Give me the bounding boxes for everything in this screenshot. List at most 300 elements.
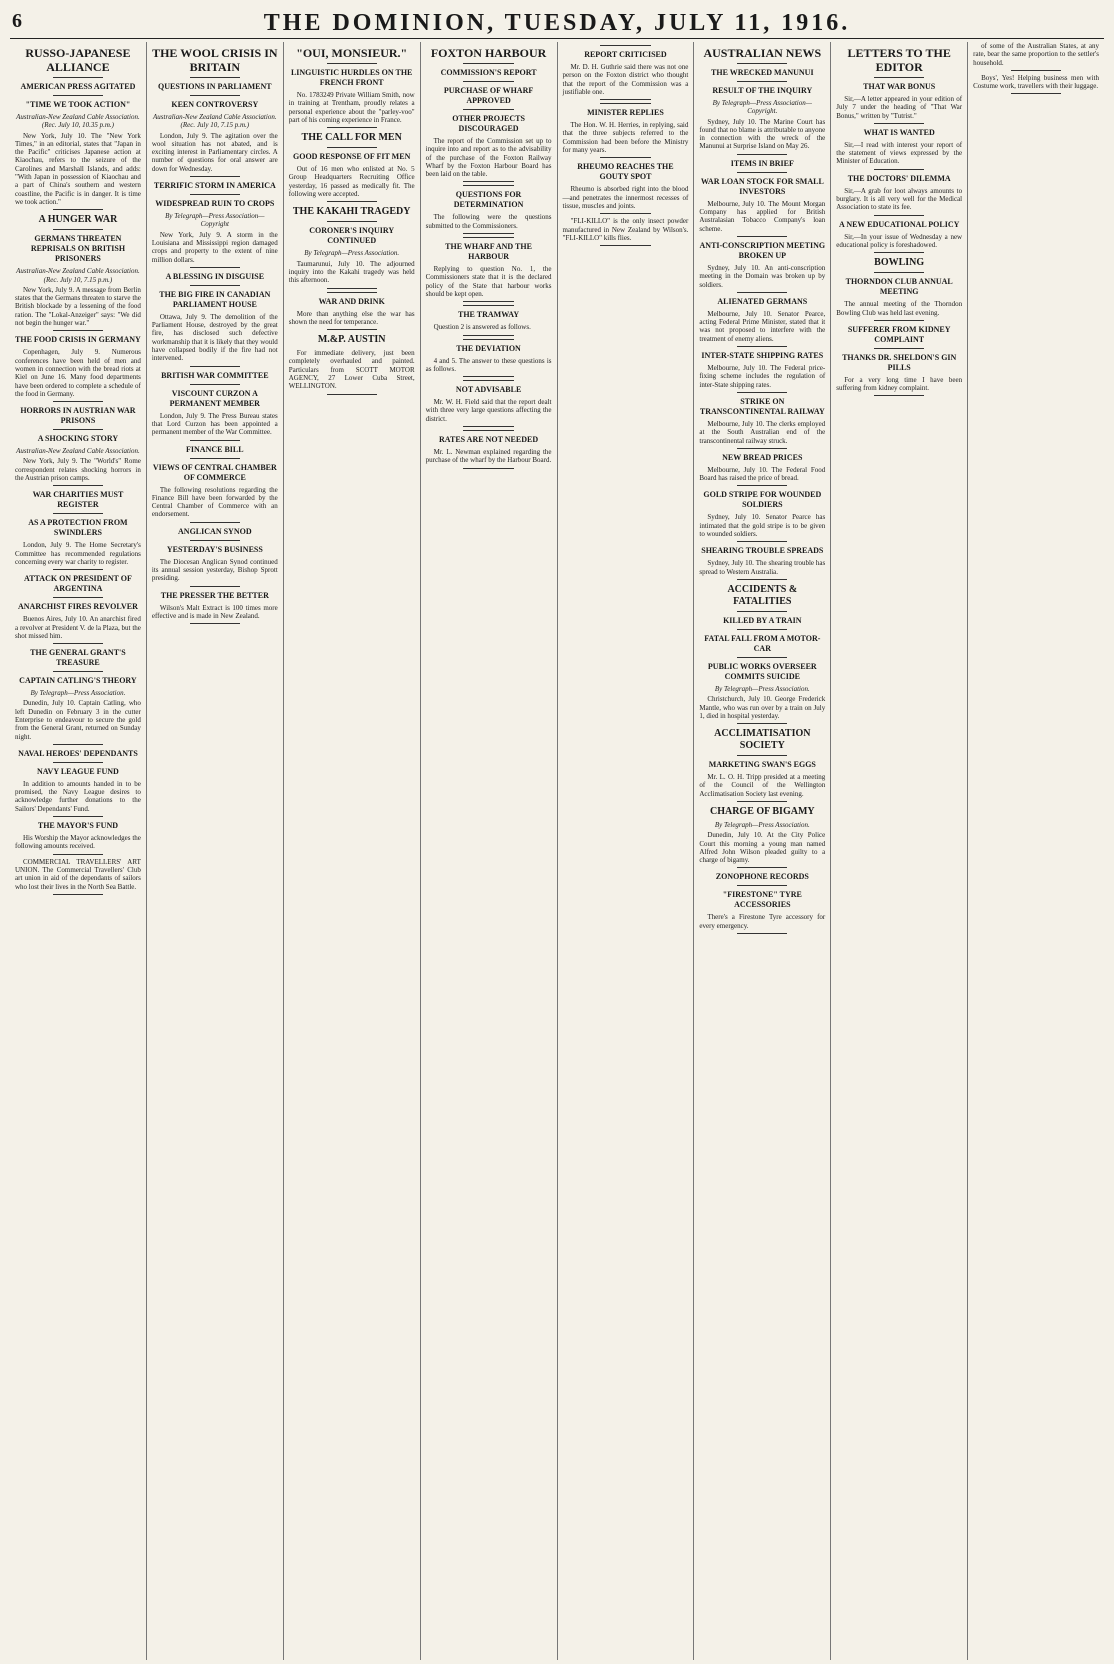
- article-paragraph: New York, July 9. A storm in the Louisiana and Mississippi region damaged crops and property to the extent of nine million dollars.: [151, 230, 278, 264]
- rule-divider: [327, 394, 377, 395]
- rule-divider: [53, 209, 103, 210]
- article: [836, 128, 962, 170]
- article: [836, 174, 962, 216]
- rule-divider: [600, 103, 650, 104]
- rule-divider: [190, 540, 240, 541]
- article: [699, 453, 825, 487]
- article: [973, 42, 1099, 71]
- article-subheading: RATES ARE NOT NEEDED: [439, 435, 539, 445]
- article: [15, 214, 141, 331]
- article-subheading: QUESTIONS IN PARLIAMENT: [157, 82, 272, 91]
- article-subheading: GERMANS THREATEN REPRISALS ON BRITISH PRISONERS: [30, 234, 126, 264]
- rule-divider: [463, 109, 513, 110]
- article-paragraph: Sydney, July 10. The shearing trouble has spread to Western Australia.: [699, 559, 826, 576]
- article-heading: GOLD STRIPE FOR WOUNDED SOLDIERS: [703, 490, 822, 510]
- article-paragraph: Sir,—I read with interest your report of the statement of views expressed by the Minister of Education.: [836, 140, 963, 166]
- article: [699, 241, 825, 293]
- article-subheading: VISCOUNT CURZON A PERMANENT MEMBER: [169, 388, 260, 408]
- article-subheading: WAR LOAN STOCK FOR SMALL INVESTORS: [700, 176, 824, 196]
- article-paragraph: Mr. D. H. Guthrie said there was not one person on the Foxton district who thought that the report of the Commission was a justifiable one.: [562, 63, 689, 96]
- article-paragraph: For immediate delivery, just been completely overhauled and painted. Particulars from SCOTT MOTOR AGENCY, 27 Lower Cuba Street, WELLINGTON.: [288, 349, 415, 391]
- rule-divider: [463, 181, 513, 182]
- article: [563, 217, 689, 246]
- rule-divider: [737, 611, 787, 612]
- article-subheading: THE WHARF AND THE HARBOUR: [445, 242, 532, 262]
- rule-divider: [463, 305, 513, 306]
- rule-divider: [737, 346, 787, 347]
- article-heading: ACCLIMATISATION SOCIETY: [714, 728, 811, 752]
- rule-divider: [53, 762, 103, 763]
- article: [699, 46, 825, 155]
- rule-divider: [600, 213, 650, 214]
- article-heading: TERRIFIC STORM IN AMERICA: [153, 181, 276, 191]
- article-heading: WAR CHARITIES MUST REGISTER: [32, 490, 124, 510]
- article-heading: ITEMS IN BRIEF: [730, 158, 794, 168]
- rule-divider: [53, 597, 103, 598]
- rule-divider: [737, 657, 787, 658]
- article-subheading: PURCHASE OF WHARF APPROVED: [443, 86, 534, 105]
- article-paragraph: Out of 16 men who enlisted at No. 5 Group Headquarters Recruiting Office yesterday, 16 passed as medically fit. The following were accepted.: [288, 165, 415, 199]
- article-paragraph: London, July 9. The Home Secretary's Committee has recommended regulations concerning every war charity to register.: [15, 541, 141, 566]
- article-paragraph: London, July 9. The Press Bureau states that Lord Curzon has been appointed a permanent member of the War Committee.: [151, 411, 278, 437]
- article: [426, 305, 552, 335]
- article-paragraph: Sydney, July 10. An anti-conscription meeting in the Domain was broken up by soldiers.: [699, 263, 826, 289]
- column-3: [284, 42, 421, 1660]
- article-paragraph: Wilson's Malt Extract is 100 times more effective and is made in New Zealand.: [151, 603, 278, 620]
- rule-divider: [737, 755, 787, 756]
- article-subheading: FATAL FALL FROM A MOTOR-CAR: [704, 633, 821, 653]
- rule-divider: [600, 45, 650, 46]
- rule-divider: [190, 458, 240, 459]
- article: [15, 648, 141, 745]
- rule-divider: [463, 380, 513, 381]
- article-paragraph: New York, July 9. The "World's" Rome correspondent relates shocking horrors in the Austrian prison camps.: [15, 457, 141, 483]
- rule-divider: [463, 301, 513, 302]
- rule-divider: [874, 169, 924, 170]
- article: [699, 397, 825, 449]
- article-paragraph: COMMERCIAL TRAVELLERS' ART UNION. The Commercial Travellers' Club art union in aid of the dependants of sailors who lost their lives in the North Sea Battle.: [15, 857, 141, 891]
- article-subheading: MARKETING SWAN'S EGGS: [708, 760, 816, 770]
- rule-divider: [327, 329, 377, 330]
- article-heading: STRIKE ON TRANSCONTINENTAL RAILWAY: [699, 396, 825, 416]
- article-subheading: CORONER'S INQUIRY CONTINUED: [309, 226, 395, 246]
- article: [563, 103, 689, 158]
- rule-divider: [190, 384, 240, 385]
- rule-divider: [190, 77, 240, 78]
- article-paragraph: For a very long time I have been suffering from kidney complaint.: [836, 375, 963, 393]
- article-subheading: VIEWS OF CENTRAL CHAMBER OF COMMERCE: [152, 462, 277, 482]
- article: [699, 490, 825, 542]
- article-paragraph: Sydney, July 10. The Marine Court has found that no blame is attributable to anyone in connection with the wreck of the Manunui at Surprise Island on May 26.: [699, 117, 826, 151]
- column-1: [10, 42, 147, 1660]
- article: [699, 351, 825, 393]
- article: [152, 527, 278, 587]
- article-subheading: ANARCHIST FIRES REVOLVER: [18, 602, 138, 612]
- rule-divider: [600, 157, 650, 158]
- article: [426, 430, 552, 469]
- rule-divider: [737, 541, 787, 542]
- article: [152, 181, 278, 268]
- column-5: [558, 42, 695, 1660]
- article-heading: THE FOOD CRISIS IN GERMANY: [15, 335, 141, 345]
- article: [289, 132, 415, 202]
- article-paragraph: Mr. L. Newman explained regarding the purchase of the wharf by the Harbour Board.: [425, 448, 552, 465]
- columns-container: [10, 42, 1104, 1660]
- article: [699, 546, 825, 580]
- article-heading: A HUNGER WAR: [38, 214, 118, 226]
- article-paragraph: Mr. L. O. H. Tripp presided at a meeting of the Council of the Wellington Acclimatisation Society last evening.: [699, 773, 826, 798]
- rule-divider: [327, 201, 377, 202]
- article-heading: NAVAL HEROES' DEPENDANTS: [18, 748, 138, 758]
- rule-divider: [327, 288, 377, 289]
- article-subheading: "FIRESTONE" TYRE ACCESSORIES: [722, 890, 802, 910]
- article-heading: A BLESSING IN DISGUISE: [165, 271, 265, 281]
- article-subheading: AS A PROTECTION FROM SWINDLERS: [28, 518, 128, 538]
- rule-divider: [463, 335, 513, 336]
- rule-divider: [53, 229, 103, 230]
- article-paragraph: Christchurch, July 10. George Frederick Mantle, who was run over by a train on July 1, died in hospital yesterday.: [699, 695, 826, 720]
- rule-divider: [874, 123, 924, 124]
- article-heading: A NEW EDUCATIONAL POLICY: [838, 219, 960, 229]
- rule-divider: [737, 933, 787, 934]
- rule-divider: [190, 95, 240, 96]
- rule-divider: [874, 272, 924, 273]
- article: [426, 339, 552, 378]
- article-subheading: MINISTER REPLIES: [587, 108, 664, 118]
- article: [699, 159, 825, 237]
- rule-divider: [874, 215, 924, 216]
- rule-divider: [53, 77, 103, 78]
- rule-divider: [190, 586, 240, 587]
- rule-divider: [327, 292, 377, 293]
- article: [973, 74, 1099, 95]
- rule-divider: [874, 395, 924, 396]
- column-2: [147, 42, 284, 1660]
- article: [15, 858, 141, 895]
- article-paragraph: Ottawa, July 9. The demolition of the Parliament House, destroyed by the great fire, has disclosed such defective workmanship that it is likely that they would have collapsed bodily if the fire had not intervened.: [151, 312, 278, 363]
- article-subheading: NAVY LEAGUE FUND: [37, 766, 119, 776]
- article-paragraph: Question 2 is answered as follows.: [433, 323, 531, 332]
- article-paragraph: of some of the Australian States, at any rate, bear the same proportion to the settler's household.: [973, 42, 1099, 67]
- article: [152, 591, 278, 625]
- article: [699, 806, 825, 868]
- rule-divider: [463, 233, 513, 234]
- article-subheading: THE DEVIATION: [456, 343, 521, 353]
- article-heading: THE KAKAHI TRAGEDY: [292, 206, 411, 218]
- article-subheading: KILLED BY A TRAIN: [723, 615, 802, 625]
- article: [426, 46, 552, 182]
- rule-divider: [53, 95, 103, 96]
- article-dateline: Australian-New Zealand Cable Association. (Rec. July 10, 7.15 p.m.): [16, 267, 140, 284]
- rule-divider: [53, 485, 103, 486]
- rule-divider: [53, 894, 103, 895]
- article: [699, 728, 825, 802]
- article-subheading: THE BIG FIRE IN CANADIAN PARLIAMENT HOUSE: [159, 289, 271, 309]
- article: [699, 872, 825, 934]
- article: [15, 490, 141, 570]
- rule-divider: [53, 330, 103, 331]
- article: [289, 292, 415, 331]
- article-heading: THE GENERAL GRANT'S TREASURE: [30, 648, 126, 668]
- rule-divider: [874, 252, 924, 253]
- rule-divider: [53, 744, 103, 745]
- article-paragraph: The report of the Commission set up to inquire into and report as to the advisability of the purchase of the Foxton Railway Wharf by the Foxton Harbour Board has been laid on the table.: [425, 137, 552, 179]
- article-paragraph: No. 1783249 Private William Smith, now in training at Trentham, proudly relates a personal experience about the "parley-voo" part of his coming experience in France.: [288, 91, 415, 124]
- rule-divider: [190, 366, 240, 367]
- article-heading: CHARGE OF BIGAMY: [709, 805, 815, 817]
- article-paragraph: Buenos Aires, July 10. An anarchist fired a revolver at President V. de la Plaza, but the shot missed him.: [15, 615, 141, 640]
- article-subheading: YESTERDAY'S BUSINESS: [166, 544, 263, 554]
- article-paragraph: Copenhagen, July 9. Numerous conferences have been held of men and women in connection with the bread riots at Kiel on June 16. Many food departments have been ordered to complete a schedule of the food in Germany.: [15, 348, 141, 398]
- article: [699, 584, 825, 724]
- article-paragraph: 4 and 5. The answer to these questions is as follows.: [425, 356, 552, 373]
- article-paragraph: There's a Firestone Tyre accessory for every emergency.: [699, 913, 826, 930]
- article-heading: RUSSO-JAPANESE ALLIANCE: [25, 46, 131, 74]
- rule-divider: [737, 867, 787, 868]
- rule-divider: [463, 81, 513, 82]
- article-paragraph: Mr. W. H. Field said that the report dealt with three very large questions affecting the district.: [425, 398, 552, 423]
- article-paragraph: The following resolutions regarding the Finance Bill have been forwarded by the Central Chamber of Commerce with an endorsement.: [151, 485, 278, 519]
- article-heading: BOWLING: [874, 257, 925, 269]
- rule-divider: [327, 221, 377, 222]
- article-paragraph: The Hon. W. H. Herries, in replying, said that the three subjects referred to the Commission had been before the Ministry for many years.: [562, 121, 689, 155]
- newspaper-title: THE DOMINION, TUESDAY, JULY 11, 1916.: [263, 10, 851, 36]
- article-subheading: "TIME WE TOOK ACTION": [25, 100, 131, 109]
- article-paragraph: "FLI-KILLO" is the only insect powder manufactured in New Zealand by Wilson's. "FLI-KILLO" kills flies.: [562, 217, 689, 242]
- rule-divider: [190, 522, 240, 523]
- article-heading: INTER-STATE SHIPPING RATES: [701, 351, 824, 361]
- rule-divider: [53, 671, 103, 672]
- rule-divider: [190, 440, 240, 441]
- article-paragraph: Melbourne, July 10. The Mount Morgan Company has applied for British Australasian Tobacco Company's loan scheme.: [699, 199, 826, 233]
- article: [426, 185, 552, 234]
- article-paragraph: More than anything else the war has shown the need for temperance.: [288, 309, 415, 326]
- article-paragraph: The annual meeting of the Thorndon Bowling Club was held last evening.: [836, 300, 963, 317]
- rule-divider: [53, 643, 103, 644]
- article-paragraph: Rheumo is absorbed right into the blood—and penetrates the innermost recesses of tissue, muscles and joints.: [562, 185, 689, 210]
- article-subheading: WAR AND DRINK: [318, 296, 385, 306]
- article-paragraph: In addition to amounts handed in to be promised, the Navy League desires to acknowledge further donations to the Sailors' Dependants' Fund.: [15, 779, 141, 813]
- article-subheading: REPORT CRITICISED: [584, 50, 667, 59]
- article-heading: RHEUMO REACHES THE GOUTY SPOT: [577, 162, 674, 182]
- article-paragraph: Melbourne, July 10. The Federal Food Board has raised the price of bread.: [699, 465, 826, 483]
- rule-divider: [600, 99, 650, 100]
- article-paragraph: His Worship the Mayor acknowledges the following amounts received.: [15, 834, 141, 851]
- article-paragraph: The Diocesan Anglican Synod continued its annual session yesterday, Bishop Sprott presiding.: [151, 557, 278, 583]
- article: [426, 237, 552, 302]
- article: [426, 380, 552, 427]
- article-heading: FINANCE BILL: [186, 444, 244, 454]
- article-paragraph: New York, July 9. A message from Berlin states that the Germans threaten to starve the British blockade by a lessening of the food ration. The "Lokal-Anzeiger" says: "We did not begin the hunger war.": [15, 285, 141, 328]
- article-heading: THE MAYOR'S FUND: [37, 821, 119, 831]
- article: [15, 821, 141, 855]
- article-heading: SUFFERER FROM KIDNEY COMPLAINT: [847, 324, 951, 344]
- article-heading: "OUI, MONSIEUR.": [296, 46, 408, 60]
- article: [836, 257, 962, 321]
- rule-divider: [327, 63, 377, 64]
- article-subheading: QUESTIONS FOR DETERMINATION: [453, 190, 524, 210]
- rule-divider: [737, 801, 787, 802]
- rule-divider: [463, 468, 513, 469]
- article-paragraph: New York, July 10. The "New York Times," in an editorial, states that "Japan in the Pacific" criticises Japanese action at Kiaochau, refers to the seizure of the Carolines and Marshall Islands, and adds: "With Japan in possession of Kiaochau and a part of China's southern and western coastline, the Pacific is in danger. It is time we took action.": [15, 131, 141, 206]
- rule-divider: [737, 154, 787, 155]
- rule-divider: [874, 320, 924, 321]
- rule-divider: [874, 348, 924, 349]
- rule-divider: [737, 885, 787, 886]
- rule-divider: [737, 485, 787, 486]
- article-heading: THE CALL FOR MEN: [301, 132, 402, 144]
- article-subheading: RESULT OF THE INQUIRY: [712, 86, 813, 95]
- rule-divider: [53, 816, 103, 817]
- article-subheading: AMERICAN PRESS AGITATED: [20, 82, 136, 91]
- column-7: [831, 42, 968, 1660]
- rule-divider: [737, 236, 787, 237]
- article-subheading: THE WRECKED MANUNUI: [711, 68, 814, 77]
- article-paragraph: Replying to question No. 1, the Commissioners state that it is the declared policy of the State that harbour works should be kept open.: [425, 265, 552, 298]
- article-paragraph: Melbourne, July 10. The Federal price-fixing scheme includes the regulation of inter-State shipping rates.: [699, 364, 826, 389]
- rule-divider: [737, 629, 787, 630]
- page-number: 6: [12, 10, 22, 32]
- rule-divider: [53, 429, 103, 430]
- article: [563, 162, 689, 214]
- article: [15, 574, 141, 644]
- article: [836, 46, 962, 124]
- rule-divider: [463, 63, 513, 64]
- rule-divider: [463, 237, 513, 238]
- article-paragraph: Sir,—A grab for loot always amounts to burglary. It is all very well for the Medical Association to state its fee.: [836, 186, 963, 212]
- article: [836, 220, 962, 254]
- article-subheading: NOT ADVISABLE: [455, 385, 522, 395]
- rule-divider: [737, 172, 787, 173]
- article-heading: LETTERS TO THE EDITOR: [847, 46, 951, 74]
- article-heading: ANGLICAN SYNOD: [178, 526, 252, 536]
- article-paragraph: Boys', Yes! Helping business men with Costume work, travellers with their luggage.: [973, 73, 1099, 91]
- article-dateline: By Telegraph—Press Association—Copyright: [165, 212, 265, 229]
- rule-divider: [190, 267, 240, 268]
- article-subheading: KEEN CONTROVERSY: [171, 100, 259, 109]
- article-heading: ANTI-CONSCRIPTION MEETING BROKEN UP: [699, 240, 826, 260]
- article: [152, 272, 278, 367]
- article-subheading: GOOD RESPONSE OF FIT MEN: [293, 152, 411, 162]
- column-8: [968, 42, 1104, 1660]
- article-heading: ATTACK ON PRESIDENT OF ARGENTINA: [24, 574, 132, 594]
- article-subheading: CAPTAIN CATLING'S THEORY: [19, 676, 137, 686]
- rule-divider: [463, 185, 513, 186]
- article-dateline: By Telegraph—Press Association.: [304, 249, 400, 258]
- article-subheading: A SHOCKING STORY: [37, 434, 119, 444]
- rule-divider: [327, 127, 377, 128]
- article-heading: ALIENATED GERMANS: [717, 296, 808, 306]
- rule-divider: [190, 285, 240, 286]
- article-paragraph: Dunedin, July 10. Captain Catling, who left Dunedin on February 3 in the cutter Enterprise to endeavour to secure the gold from the General Grant, returned on Sunday night.: [15, 699, 141, 741]
- article-paragraph: Taumarunui, July 10. The adjourned inquiry into the Kakahi tragedy was held this afternoon.: [288, 259, 415, 285]
- article: [699, 297, 825, 347]
- rule-divider: [874, 77, 924, 78]
- article-paragraph: Sir,—In your issue of Wednesday a new educational policy is foreshadowed.: [836, 232, 963, 249]
- article-dateline: By Telegraph—Press Association.: [714, 684, 810, 693]
- article: [563, 45, 689, 100]
- article: [289, 46, 415, 128]
- article-heading: BRITISH WAR COMMITTEE: [161, 370, 269, 380]
- column-6: [694, 42, 831, 1660]
- rule-divider: [737, 292, 787, 293]
- article-subheading: WIDESPREAD RUIN TO CROPS: [155, 199, 275, 209]
- article: [15, 749, 141, 817]
- rule-divider: [737, 81, 787, 82]
- article-subheading: LINGUISTIC HURDLES ON THE FRENCH FRONT: [290, 68, 413, 87]
- masthead: [10, 8, 1104, 39]
- article-heading: THE PRESSER THE BETTER: [160, 590, 269, 600]
- article-heading: AUSTRALIAN NEWS: [703, 46, 822, 60]
- rule-divider: [327, 147, 377, 148]
- article: [836, 325, 962, 397]
- article-paragraph: London, July 9. The agitation over the wool situation has not abated, and is exciting interest in Parliamentary circles. A number of questions for oral answer are down for Wednesday.: [151, 131, 278, 173]
- article-dateline: By Telegraph—Press Association—Copyright.: [712, 99, 812, 116]
- article: [15, 335, 141, 402]
- article: [289, 206, 415, 288]
- rule-divider: [53, 513, 103, 514]
- article-heading: THE DOCTORS' DILEMMA: [847, 173, 951, 183]
- article: [152, 371, 278, 441]
- rule-divider: [53, 569, 103, 570]
- rule-divider: [600, 245, 650, 246]
- article-subheading: OTHER PROJECTS DISCOURAGED: [452, 114, 525, 133]
- article-subheading: PUBLIC WORKS OVERSEER COMMITS SUICIDE: [707, 661, 817, 681]
- article-heading: SHEARING TROUBLE SPREADS: [701, 546, 824, 556]
- article-paragraph: Sir,—A letter appeared in your edition of July 7 under the heading of "That War Bonus," written by "Tutrist.": [836, 95, 963, 120]
- rule-divider: [190, 176, 240, 177]
- article: [152, 445, 278, 523]
- article: [152, 46, 278, 177]
- article: [15, 406, 141, 486]
- article-heading: WHAT IS WANTED: [863, 127, 935, 137]
- article-paragraph: Sydney, July 10. Senator Pearce has intimated that the gold stripe is to be given to wounded soldiers.: [699, 513, 826, 539]
- rule-divider: [737, 448, 787, 449]
- rule-divider: [463, 376, 513, 377]
- article-heading: THE WOOL CRISIS IN BRITAIN: [152, 46, 278, 74]
- rule-divider: [190, 194, 240, 195]
- article-dateline: By Telegraph—Press Association.: [714, 820, 810, 829]
- article-heading: M.&P. AUSTIN: [317, 334, 386, 346]
- article-subheading: THAT WAR BONUS: [863, 82, 936, 91]
- article-subheading: COMMISSION'S REPORT: [440, 68, 537, 77]
- article-subheading: THANKS DR. SHELDON'S GIN PILLS: [842, 352, 957, 372]
- rule-divider: [737, 723, 787, 724]
- rule-divider: [53, 401, 103, 402]
- rule-divider: [463, 426, 513, 427]
- article-subheading: THORNDON CLUB ANNUAL MEETING: [845, 277, 953, 297]
- article-dateline: Australian-New Zealand Cable Association. (Rec. July 10, 7.15 p.m.): [153, 113, 277, 130]
- rule-divider: [737, 63, 787, 64]
- article-dateline: Australian-New Zealand Cable Association.: [16, 447, 140, 456]
- article: [15, 46, 141, 210]
- article-paragraph: Melbourne, July 10. The clerks employed at the South Australian end of the transcontinental railway struck.: [699, 419, 826, 445]
- article-paragraph: Dunedin, July 10. At the City Police Court this morning a young man named Alfred John Wilson pleaded guilty to a charge of bigamy.: [699, 831, 826, 865]
- rule-divider: [1011, 93, 1061, 94]
- article-dateline: Australian-New Zealand Cable Association. (Rec. July 10, 10.35 p.m.): [16, 113, 140, 130]
- article-subheading: THE TRAMWAY: [458, 310, 520, 320]
- rule-divider: [737, 392, 787, 393]
- column-4: [421, 42, 558, 1660]
- article-heading: NEW BREAD PRICES: [722, 452, 803, 462]
- rule-divider: [53, 854, 103, 855]
- article-heading: ACCIDENTS & FATALITIES: [727, 583, 798, 607]
- article: [289, 334, 415, 394]
- article-heading: HORRORS IN AUSTRIAN WAR PRISONS: [20, 406, 136, 426]
- rule-divider: [1011, 70, 1061, 71]
- article-dateline: By Telegraph—Press Association.: [30, 689, 126, 698]
- rule-divider: [190, 623, 240, 624]
